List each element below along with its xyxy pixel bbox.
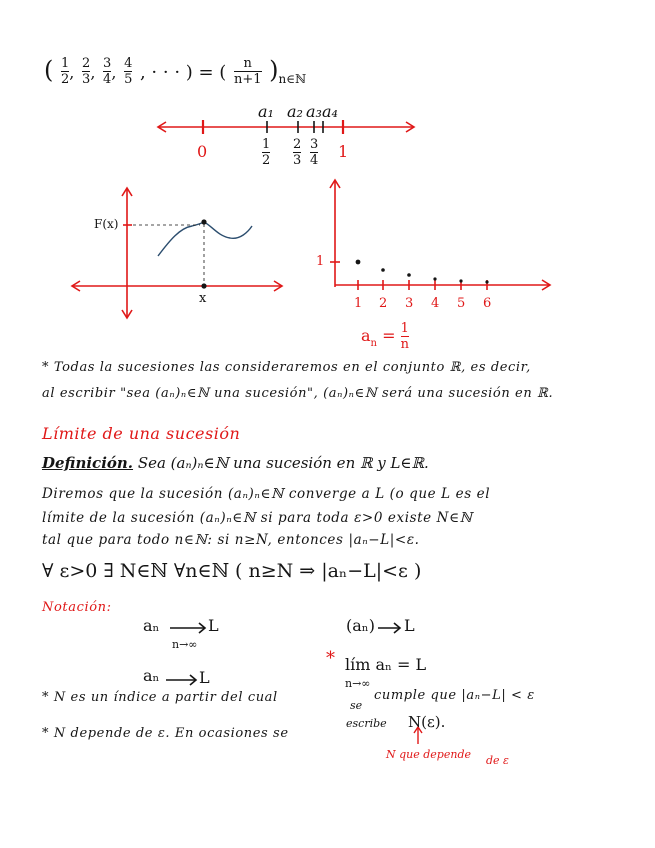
frac-half: $\frac{1}{2}$ <box>262 137 271 168</box>
footnote-1-mid: se <box>350 699 363 712</box>
y-tick-one: 1 <box>316 254 325 269</box>
sequence-definition: ( $\frac{1}{2}$ , $\frac{2}{3}$ , $\frac{3}{4}$ , $\frac{4}{5}$ , · · · ) = ( $\frac{n}{n+1}$ )$_{n\in ℕ}$ <box>44 56 307 87</box>
right-graph-points <box>356 260 489 284</box>
general-term: $\frac{n}{n+1}$ <box>233 56 262 87</box>
x-tick-6: 6 <box>483 296 492 311</box>
axis-point <box>201 283 206 288</box>
x-tick-1: 1 <box>354 296 363 311</box>
close-paren: ) <box>269 56 279 84</box>
definition-line-3: límite de la sucesión (aₙ)ₙ∈ℕ si para toda ε>0 existe N∈ℕ <box>42 510 473 526</box>
x-tick-4: 4 <box>431 296 440 311</box>
definition-line-1 <box>42 454 429 472</box>
section-title: Límite de una sucesión <box>42 424 241 443</box>
remark-line-1: * Todas la sucesiones las consideraremos en el conjunto ℝ, es decir, <box>42 360 531 375</box>
limit-under: n→∞ <box>345 677 371 690</box>
term-1: $\frac{1}{2}$ <box>61 56 70 87</box>
annotation-text-2: de ε <box>486 754 509 767</box>
notation-star: * <box>326 648 335 669</box>
f-of-x-label: F(x) <box>94 217 119 231</box>
label-zero: 0 <box>197 142 208 161</box>
term-3: $\frac{3}{4}$ <box>103 56 112 87</box>
notation-arrow-lhs-1: aₙ <box>143 616 160 635</box>
x-tick-2: 2 <box>379 296 388 311</box>
label-a4: a₄ <box>322 102 338 121</box>
term-2: $\frac{2}{3}$ <box>82 56 91 87</box>
footnote-2-right: N(ε). <box>408 713 446 731</box>
index-subscript: n∈ℕ <box>278 72 307 86</box>
frac-two-thirds: $\frac{2}{3}$ <box>293 137 302 168</box>
term-4: $\frac{4}{5}$ <box>124 56 133 87</box>
label-one: 1 <box>338 142 349 161</box>
footnote-1-right: cumple que |aₙ−L| < ε <box>374 688 535 703</box>
footnote-2-left: * N depende de ε. En ocasiones se <box>42 726 289 741</box>
ellipsis-equals: , · · · ) = ( <box>139 62 227 83</box>
sequence-formula: $a_n$ = $\frac{1}{n}$ <box>361 321 409 352</box>
right-graph-axes <box>330 180 550 290</box>
definition-text: Sea (aₙ)ₙ∈ℕ una sucesión en ℝ y L∈ℝ. <box>137 454 429 472</box>
label-a3: a₃ <box>306 102 322 121</box>
curve-point <box>201 219 206 224</box>
left-graph-curve <box>133 219 252 288</box>
notation-arrow-under-1: n→∞ <box>172 638 198 651</box>
number-line <box>158 120 414 134</box>
x-label: x <box>199 291 207 306</box>
notation-arrow-lhs-2: (aₙ) <box>346 616 375 635</box>
frac-three-quarters: $\frac{3}{4}$ <box>310 137 319 168</box>
limit-notation: lím aₙ = L <box>345 655 427 674</box>
definition-label: Definición. <box>42 454 134 472</box>
definition-line-4: tal que para todo n∈ℕ: si n≥N, entonces |aₙ−L|<ε. <box>42 532 420 548</box>
x-tick-3: 3 <box>405 296 414 311</box>
notation-label: Notación: <box>42 600 112 615</box>
footnote-1-left: * N es un índice a partir del cual <box>42 690 278 705</box>
notation-arrow-rhs-1: L <box>208 616 219 635</box>
notation-arrow-rhs-3: L <box>199 668 210 687</box>
remark-line-2: al escribir "sea (aₙ)ₙ∈ℕ una sucesión", (aₙ)ₙ∈ℕ será una sucesión en ℝ. <box>42 386 554 401</box>
x-tick-5: 5 <box>457 296 466 311</box>
left-graph-axes <box>72 188 282 318</box>
notation-arrow-rhs-2: L <box>404 616 415 635</box>
footnote-2-mid: escribe <box>346 717 387 730</box>
annotation-text-1: N que depende <box>386 748 471 761</box>
notation-arrow-lhs-3: aₙ <box>143 666 160 685</box>
open-paren: ( <box>44 56 54 84</box>
label-a1: a₁ <box>258 102 274 121</box>
definition-line-2: Diremos que la sucesión (aₙ)ₙ∈ℕ converge a L (o que L es el <box>42 486 491 502</box>
quantifier-statement: ∀ ε>0 ∃ N∈ℕ ∀n∈ℕ ( n≥N ⇒ |aₙ−L|<ε ) <box>42 560 422 582</box>
label-a2: a₂ <box>287 102 303 121</box>
